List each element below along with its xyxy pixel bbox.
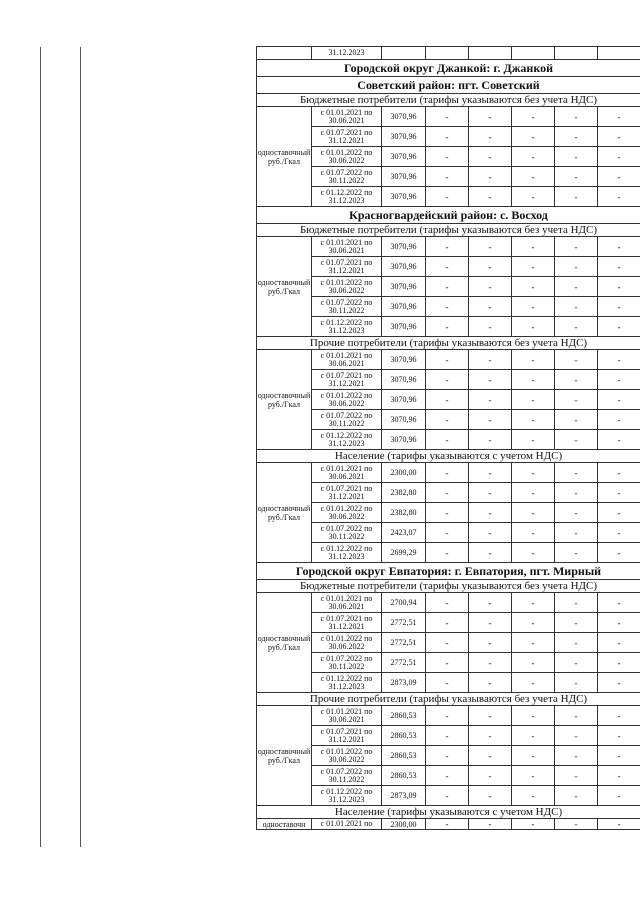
- empty-cell: -: [512, 350, 555, 370]
- empty-cell: -: [512, 167, 555, 187]
- empty-cell: -: [598, 167, 640, 187]
- table-row: [257, 503, 640, 523]
- empty-cell: -: [469, 503, 512, 523]
- empty-cell: -: [555, 613, 598, 633]
- empty-cell: -: [512, 390, 555, 410]
- period-cell: с 01.07.2022 по 30.11.2022: [312, 297, 382, 317]
- table-row: [257, 523, 640, 543]
- value-cell: 3070,96: [382, 187, 426, 207]
- empty-cell: -: [598, 593, 640, 613]
- period-cell: с 01.07.2022 по 30.11.2022: [312, 410, 382, 430]
- empty-cell: -: [426, 370, 469, 390]
- empty-cell: -: [512, 237, 555, 257]
- table-row: [257, 410, 640, 430]
- empty-cell: -: [555, 673, 598, 693]
- empty-cell: -: [555, 390, 598, 410]
- empty-cell: -: [555, 167, 598, 187]
- consumer-group-title-row: [257, 693, 640, 706]
- empty-cell: -: [426, 483, 469, 503]
- unit-cell: одноставочный руб./Гкал: [257, 593, 312, 693]
- period-cell: с 01.12.2022 по 31.12.2023: [312, 317, 382, 337]
- region-header: Красногвардейский район: с. Восход: [257, 207, 640, 224]
- value-cell: 2300,00: [382, 819, 426, 830]
- empty-cell: -: [555, 523, 598, 543]
- empty-cell: -: [598, 746, 640, 766]
- period-cell: с 01.07.2021 по 31.12.2021: [312, 726, 382, 746]
- empty-cell: -: [469, 147, 512, 167]
- table-row: [257, 653, 640, 673]
- empty-cell: -: [598, 317, 640, 337]
- empty-cell: -: [555, 147, 598, 167]
- empty-cell: -: [598, 766, 640, 786]
- empty-cell: -: [469, 317, 512, 337]
- unit-cell: одноставочный руб./Гкал: [257, 107, 312, 207]
- empty-cell: -: [512, 746, 555, 766]
- table-row: [257, 390, 640, 410]
- value-cell: 3070,96: [382, 317, 426, 337]
- region-header-row: [257, 207, 640, 224]
- period-cell: с 01.07.2021 по 31.12.2021: [312, 127, 382, 147]
- empty-cell: -: [598, 653, 640, 673]
- empty-cell: -: [426, 257, 469, 277]
- empty-cell: -: [512, 786, 555, 806]
- unit-cell: одноставочн: [257, 819, 312, 830]
- consumer-group-title-row: [257, 450, 640, 463]
- empty-cell: -: [598, 237, 640, 257]
- empty-cell: -: [469, 593, 512, 613]
- empty-cell: -: [512, 593, 555, 613]
- empty-cell: -: [469, 257, 512, 277]
- empty-cell: -: [469, 390, 512, 410]
- empty-cell: -: [469, 746, 512, 766]
- region-header-row: [257, 563, 640, 580]
- period-cell: с 01.12.2022 по 31.12.2023: [312, 430, 382, 450]
- empty-cell: -: [469, 410, 512, 430]
- table-row: [257, 187, 640, 207]
- empty-cell: -: [512, 483, 555, 503]
- value-cell: 2860,53: [382, 726, 426, 746]
- consumer-group-title-row: [257, 94, 640, 107]
- empty-cell: -: [598, 463, 640, 483]
- table-row: [257, 127, 640, 147]
- empty-cell: -: [426, 746, 469, 766]
- period-cell: с 01.07.2021 по 31.12.2021: [312, 370, 382, 390]
- consumer-group-title: Бюджетные потребители (тарифы указываются без учета НДС): [257, 224, 640, 237]
- empty-cell: -: [598, 107, 640, 127]
- value-cell: 3070,96: [382, 410, 426, 430]
- empty-cell: -: [426, 410, 469, 430]
- empty-cell: -: [555, 187, 598, 207]
- empty-cell: -: [426, 350, 469, 370]
- empty-cell: -: [512, 430, 555, 450]
- empty-cell: -: [555, 107, 598, 127]
- empty-cell: -: [426, 706, 469, 726]
- empty-cell: -: [555, 237, 598, 257]
- value-cell: 2860,53: [382, 766, 426, 786]
- period-cell: с 01.07.2022 по 30.11.2022: [312, 653, 382, 673]
- empty-cell: -: [512, 317, 555, 337]
- empty-cell: -: [555, 593, 598, 613]
- empty-cell: -: [512, 147, 555, 167]
- empty-cell: -: [426, 653, 469, 673]
- value-cell: 3070,96: [382, 167, 426, 187]
- empty-cell: -: [598, 503, 640, 523]
- consumer-group-title: Прочие потребители (тарифы указываются без учета НДС): [257, 337, 640, 350]
- empty-cell: [426, 47, 469, 60]
- period-cell: с 01.01.2021 по 30.06.2021: [312, 593, 382, 613]
- consumer-group-title: Прочие потребители (тарифы указываются без учета НДС): [257, 693, 640, 706]
- value-cell: 3070,96: [382, 127, 426, 147]
- left-margin-line: [80, 47, 81, 847]
- period-cell: с 01.07.2022 по 30.11.2022: [312, 167, 382, 187]
- value-cell: 2873,09: [382, 673, 426, 693]
- empty-cell: -: [426, 543, 469, 563]
- empty-cell: -: [555, 503, 598, 523]
- empty-cell: -: [598, 350, 640, 370]
- table-row: [257, 277, 640, 297]
- value-cell: 2300,00: [382, 463, 426, 483]
- period-cell: с 01.01.2022 по 30.06.2022: [312, 390, 382, 410]
- consumer-group-title: Население (тарифы указываются с учетом НДС): [257, 806, 640, 819]
- empty-cell: -: [469, 167, 512, 187]
- value-cell: 3070,96: [382, 237, 426, 257]
- table-row: [257, 819, 640, 830]
- period-cell: с 01.12.2022 по 31.12.2023: [312, 786, 382, 806]
- empty-cell: -: [426, 673, 469, 693]
- value-cell: 2772,51: [382, 613, 426, 633]
- empty-cell: -: [469, 430, 512, 450]
- empty-cell: -: [598, 297, 640, 317]
- value-cell: 3070,96: [382, 297, 426, 317]
- empty-cell: -: [426, 147, 469, 167]
- unit-cell: одноставочный руб./Гкал: [257, 706, 312, 806]
- table-row: [257, 746, 640, 766]
- value-cell: 2700,94: [382, 593, 426, 613]
- table-row: [257, 350, 640, 370]
- value-cell: 3070,96: [382, 430, 426, 450]
- empty-cell: -: [426, 430, 469, 450]
- empty-cell: -: [598, 187, 640, 207]
- unit-cell: [257, 47, 312, 60]
- consumer-group-title: Бюджетные потребители (тарифы указываются без учета НДС): [257, 94, 640, 107]
- table-row: [257, 167, 640, 187]
- empty-cell: -: [469, 127, 512, 147]
- empty-cell: -: [555, 350, 598, 370]
- empty-cell: -: [469, 613, 512, 633]
- region-header-row: [257, 60, 640, 77]
- table-row: [257, 297, 640, 317]
- value-cell: 3070,96: [382, 257, 426, 277]
- empty-cell: -: [469, 633, 512, 653]
- empty-cell: -: [598, 257, 640, 277]
- period-cell: с 01.01.2021 по 30.06.2021: [312, 706, 382, 726]
- empty-cell: -: [555, 483, 598, 503]
- empty-cell: -: [469, 706, 512, 726]
- tariff-table-grid: [256, 46, 640, 830]
- value-cell: 2860,53: [382, 706, 426, 726]
- empty-cell: -: [426, 237, 469, 257]
- consumer-group-title: Население (тарифы указываются с учетом НДС): [257, 450, 640, 463]
- empty-cell: -: [555, 127, 598, 147]
- value-cell: 3070,96: [382, 277, 426, 297]
- period-cell: с 01.01.2021 по 30.06.2021: [312, 107, 382, 127]
- empty-cell: -: [512, 543, 555, 563]
- empty-cell: -: [512, 613, 555, 633]
- empty-cell: -: [555, 543, 598, 563]
- empty-cell: -: [555, 297, 598, 317]
- period-cell: с 01.01.2021 по 30.06.2021: [312, 350, 382, 370]
- empty-cell: -: [469, 766, 512, 786]
- period-cell: с 01.01.2021 по: [312, 819, 382, 830]
- empty-cell: -: [426, 523, 469, 543]
- empty-cell: -: [555, 706, 598, 726]
- value-cell: 3070,96: [382, 350, 426, 370]
- empty-cell: -: [512, 673, 555, 693]
- empty-cell: -: [512, 463, 555, 483]
- empty-cell: -: [555, 746, 598, 766]
- region-header: Городской округ Евпатория: г. Евпатория, пгт. Мирный: [257, 563, 640, 580]
- period-cell: с 01.07.2022 по 30.11.2022: [312, 523, 382, 543]
- empty-cell: -: [598, 633, 640, 653]
- empty-cell: -: [426, 503, 469, 523]
- left-margin-line: [40, 47, 41, 847]
- table-row: [257, 107, 640, 127]
- empty-cell: -: [426, 786, 469, 806]
- value-cell: 3070,96: [382, 390, 426, 410]
- period-cell: с 01.01.2022 по 30.06.2022: [312, 277, 382, 297]
- empty-cell: -: [426, 127, 469, 147]
- unit-cell: одноставочный руб./Гкал: [257, 463, 312, 563]
- empty-cell: -: [426, 613, 469, 633]
- empty-cell: -: [469, 187, 512, 207]
- empty-cell: -: [426, 593, 469, 613]
- empty-cell: -: [512, 819, 555, 830]
- table-row: [257, 370, 640, 390]
- value-cell: 2382,80: [382, 483, 426, 503]
- value-cell: 2772,51: [382, 633, 426, 653]
- table-row: [257, 706, 640, 726]
- empty-cell: -: [598, 147, 640, 167]
- table-row: [257, 613, 640, 633]
- table-row: [257, 726, 640, 746]
- empty-cell: -: [426, 390, 469, 410]
- empty-cell: -: [469, 463, 512, 483]
- period-cell: с 01.01.2021 по 30.06.2021: [312, 463, 382, 483]
- consumer-group-title-row: [257, 337, 640, 350]
- period-cell: с 01.01.2021 по 30.06.2021: [312, 237, 382, 257]
- empty-cell: -: [426, 766, 469, 786]
- value-cell: 2699,29: [382, 543, 426, 563]
- empty-cell: -: [469, 350, 512, 370]
- table-row: [257, 147, 640, 167]
- period-cell: с 01.01.2022 по 30.06.2022: [312, 633, 382, 653]
- period-cell: 31.12.2023: [312, 47, 382, 60]
- table-row: [257, 483, 640, 503]
- table-row: [257, 463, 640, 483]
- region-header-row: [257, 77, 640, 94]
- empty-cell: -: [598, 277, 640, 297]
- value-cell: 2873,09: [382, 786, 426, 806]
- table-row: [257, 317, 640, 337]
- empty-cell: -: [469, 673, 512, 693]
- consumer-group-title-row: [257, 224, 640, 237]
- period-cell: с 01.07.2022 по 30.11.2022: [312, 766, 382, 786]
- empty-cell: -: [426, 297, 469, 317]
- empty-cell: -: [555, 410, 598, 430]
- consumer-group-title-row: [257, 806, 640, 819]
- empty-cell: -: [469, 277, 512, 297]
- empty-cell: -: [512, 277, 555, 297]
- value-cell: [382, 47, 426, 60]
- table-row: [257, 633, 640, 653]
- empty-cell: -: [598, 370, 640, 390]
- unit-cell: одноставочный руб./Гкал: [257, 350, 312, 450]
- table-row: [257, 673, 640, 693]
- empty-cell: -: [469, 297, 512, 317]
- empty-cell: -: [555, 786, 598, 806]
- empty-cell: -: [555, 370, 598, 390]
- period-cell: с 01.01.2022 по 30.06.2022: [312, 147, 382, 167]
- empty-cell: -: [426, 819, 469, 830]
- empty-cell: -: [555, 277, 598, 297]
- table-row: [257, 593, 640, 613]
- empty-cell: -: [426, 167, 469, 187]
- empty-cell: -: [512, 766, 555, 786]
- unit-cell: одноставочный руб./Гкал: [257, 237, 312, 337]
- consumer-group-title-row: [257, 580, 640, 593]
- empty-cell: -: [555, 463, 598, 483]
- empty-cell: -: [555, 766, 598, 786]
- empty-cell: -: [426, 277, 469, 297]
- empty-cell: -: [598, 430, 640, 450]
- empty-cell: -: [469, 370, 512, 390]
- empty-cell: -: [469, 543, 512, 563]
- period-cell: с 01.12.2022 по 31.12.2023: [312, 543, 382, 563]
- empty-cell: -: [555, 317, 598, 337]
- value-cell: 2382,80: [382, 503, 426, 523]
- empty-cell: -: [598, 613, 640, 633]
- empty-cell: -: [512, 633, 555, 653]
- empty-cell: -: [598, 543, 640, 563]
- empty-cell: -: [469, 786, 512, 806]
- empty-cell: -: [598, 390, 640, 410]
- empty-cell: -: [512, 410, 555, 430]
- period-cell: с 01.07.2021 по 31.12.2021: [312, 613, 382, 633]
- empty-cell: -: [426, 633, 469, 653]
- table-row: [257, 766, 640, 786]
- table-row: [257, 47, 640, 60]
- empty-cell: -: [555, 430, 598, 450]
- empty-cell: -: [512, 503, 555, 523]
- value-cell: 2772,51: [382, 653, 426, 673]
- empty-cell: [512, 47, 555, 60]
- empty-cell: -: [598, 483, 640, 503]
- empty-cell: -: [598, 673, 640, 693]
- value-cell: 3070,96: [382, 107, 426, 127]
- table-row: [257, 257, 640, 277]
- empty-cell: -: [469, 237, 512, 257]
- empty-cell: [555, 47, 598, 60]
- empty-cell: -: [555, 653, 598, 673]
- empty-cell: -: [426, 107, 469, 127]
- table-row: [257, 786, 640, 806]
- period-cell: с 01.07.2021 по 31.12.2021: [312, 483, 382, 503]
- empty-cell: [598, 47, 640, 60]
- empty-cell: -: [512, 187, 555, 207]
- empty-cell: -: [426, 726, 469, 746]
- region-header: Городской округ Джанкой: г. Джанкой: [257, 60, 640, 77]
- empty-cell: -: [512, 706, 555, 726]
- value-cell: 2423,07: [382, 523, 426, 543]
- empty-cell: -: [512, 297, 555, 317]
- empty-cell: -: [598, 706, 640, 726]
- region-header: Советский район: пгт. Советский: [257, 77, 640, 94]
- empty-cell: -: [512, 107, 555, 127]
- empty-cell: -: [469, 819, 512, 830]
- consumer-group-title: Бюджетные потребители (тарифы указываются без учета НДС): [257, 580, 640, 593]
- table-row: [257, 237, 640, 257]
- tariff-table: [256, 46, 640, 830]
- empty-cell: -: [598, 523, 640, 543]
- empty-cell: -: [598, 726, 640, 746]
- empty-cell: -: [598, 410, 640, 430]
- empty-cell: [469, 47, 512, 60]
- empty-cell: -: [512, 523, 555, 543]
- table-row: [257, 543, 640, 563]
- empty-cell: -: [555, 819, 598, 830]
- empty-cell: -: [555, 726, 598, 746]
- empty-cell: -: [512, 257, 555, 277]
- empty-cell: -: [512, 726, 555, 746]
- empty-cell: -: [512, 370, 555, 390]
- empty-cell: -: [555, 257, 598, 277]
- empty-cell: -: [469, 523, 512, 543]
- period-cell: с 01.12.2022 по 31.12.2023: [312, 187, 382, 207]
- empty-cell: -: [555, 633, 598, 653]
- table-row: [257, 430, 640, 450]
- empty-cell: -: [426, 187, 469, 207]
- period-cell: с 01.07.2021 по 31.12.2021: [312, 257, 382, 277]
- empty-cell: -: [426, 317, 469, 337]
- period-cell: с 01.12.2022 по 31.12.2023: [312, 673, 382, 693]
- value-cell: 2860,53: [382, 746, 426, 766]
- empty-cell: -: [512, 127, 555, 147]
- empty-cell: -: [469, 483, 512, 503]
- period-cell: с 01.01.2022 по 30.06.2022: [312, 503, 382, 523]
- empty-cell: -: [598, 127, 640, 147]
- period-cell: с 01.01.2022 по 30.06.2022: [312, 746, 382, 766]
- empty-cell: -: [469, 107, 512, 127]
- empty-cell: -: [598, 786, 640, 806]
- value-cell: 3070,96: [382, 147, 426, 167]
- value-cell: 3070,96: [382, 370, 426, 390]
- empty-cell: -: [512, 653, 555, 673]
- empty-cell: -: [426, 463, 469, 483]
- empty-cell: -: [469, 726, 512, 746]
- empty-cell: -: [598, 819, 640, 830]
- empty-cell: -: [469, 653, 512, 673]
